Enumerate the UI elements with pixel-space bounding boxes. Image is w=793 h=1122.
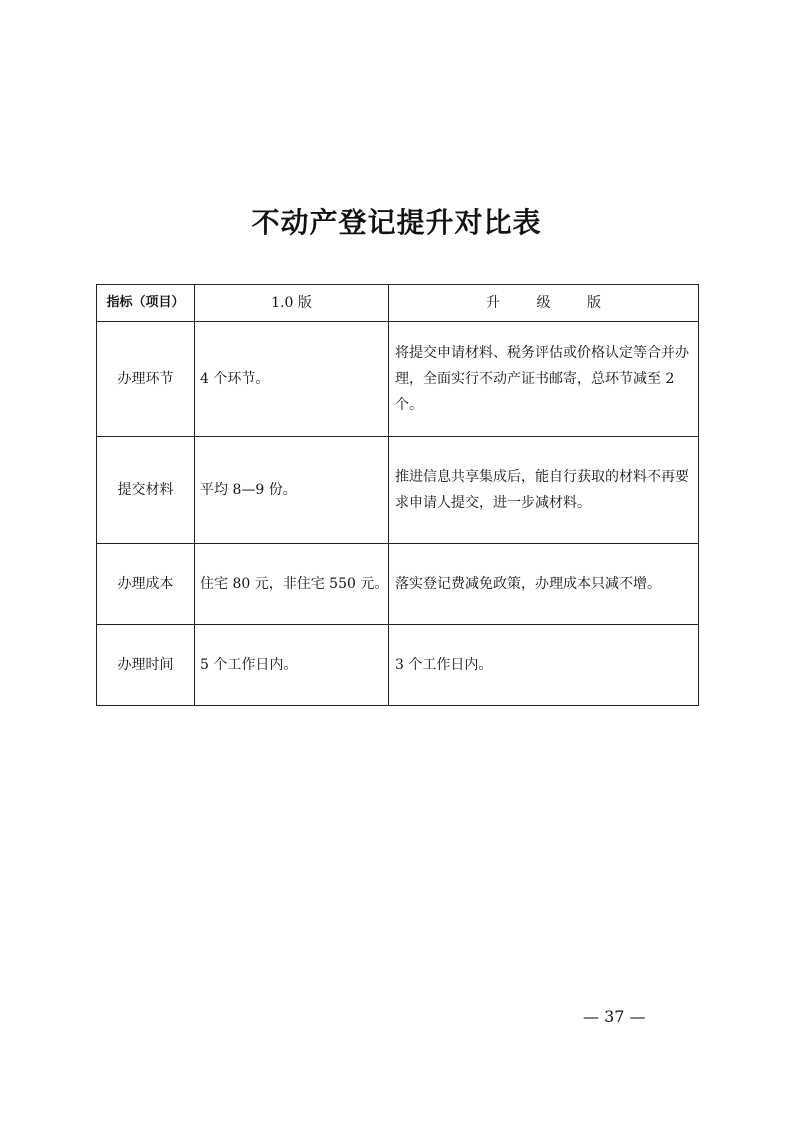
table-row [97,544,699,625]
comparison-table [96,284,699,706]
indicator-cell: 办理时间 [97,625,195,706]
indicator-cell: 提交材料 [97,437,195,544]
table-row [97,322,699,437]
table-row [97,437,699,544]
header-indicator: 指标（项目） [97,285,195,322]
upgraded-version-cell: 推进信息共享集成后，能自行获取的材料不再要求申请人提交，进一步减材料。 [389,437,699,544]
indicator-cell: 办理成本 [97,544,195,625]
table-row [97,625,699,706]
header-upgraded-version: 升 级 版 [389,285,699,322]
version-1-cell: 平均 8—9 份。 [195,437,389,544]
indicator-cell: 办理环节 [97,322,195,437]
page-number: — 37 — [583,1007,646,1026]
version-1-cell: 4 个环节。 [195,322,389,437]
version-1-cell: 住宅 80 元，非住宅 550 元。 [195,544,389,625]
header-version-1: 1.0 版 [195,285,389,322]
upgraded-version-cell: 将提交申请材料、税务评估或价格认定等合并办理，全面实行不动产证书邮寄，总环节减至 2 个。 [389,322,699,437]
upgraded-version-cell: 3 个工作日内。 [389,625,699,706]
upgraded-version-cell: 落实登记费减免政策，办理成本只减不增。 [389,544,699,625]
page-title: 不动产登记提升对比表 [251,206,542,239]
version-1-cell: 5 个工作日内。 [195,625,389,706]
table-header-row [97,285,699,322]
